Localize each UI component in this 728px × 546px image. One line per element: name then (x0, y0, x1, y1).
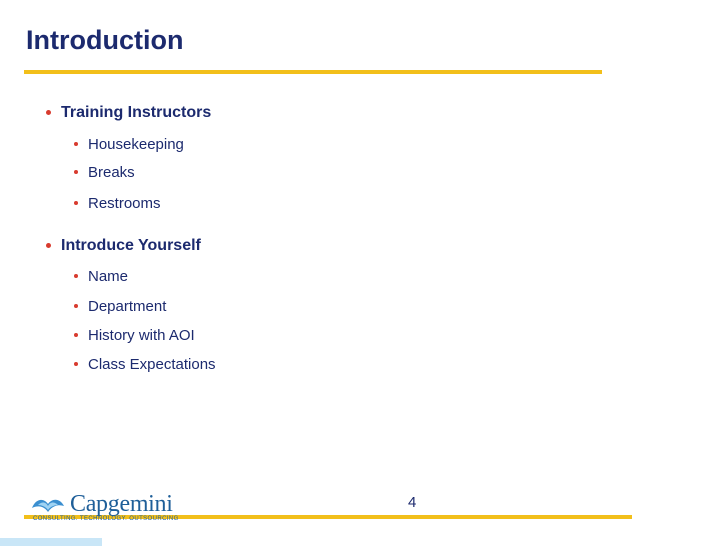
capgemini-spade-icon (30, 496, 66, 514)
section-heading-introduce-yourself (46, 237, 201, 255)
list-item-label: History with AOI (88, 327, 195, 344)
list-item-label: Breaks (88, 164, 135, 181)
list-item-label: Housekeeping (88, 136, 184, 153)
bullet-icon (74, 362, 78, 366)
bullet-icon (74, 274, 78, 278)
logo-tagline: CONSULTING. TECHNOLOGY. OUTSOURCING (33, 516, 179, 522)
bullet-icon (74, 333, 78, 337)
bullet-icon (74, 304, 78, 308)
corner-accent-bar (0, 538, 102, 546)
section-heading-training-instructors (46, 104, 211, 122)
section-heading-label: Introduce Yourself (61, 237, 201, 254)
list-item (74, 356, 216, 373)
list-item (74, 327, 195, 344)
bullet-icon (46, 110, 51, 115)
list-item-label: Department (88, 298, 167, 315)
slide-title: Introduction (26, 25, 184, 55)
bullet-icon (46, 243, 51, 248)
list-item-label: Restrooms (88, 195, 161, 212)
page-number: 4 (408, 494, 417, 511)
list-item-label: Class Expectations (88, 356, 216, 373)
bullet-icon (74, 170, 78, 174)
list-item-label: Name (88, 268, 129, 285)
bullet-icon (74, 201, 78, 205)
list-item (74, 136, 184, 153)
section-heading-label: Training Instructors (61, 104, 212, 121)
logo-wordmark: Capgemini (70, 491, 173, 517)
list-item (74, 268, 128, 285)
list-item (74, 164, 135, 181)
capgemini-logo (30, 491, 179, 532)
list-item (74, 298, 166, 315)
list-item (74, 195, 161, 212)
bullet-icon (74, 142, 78, 146)
